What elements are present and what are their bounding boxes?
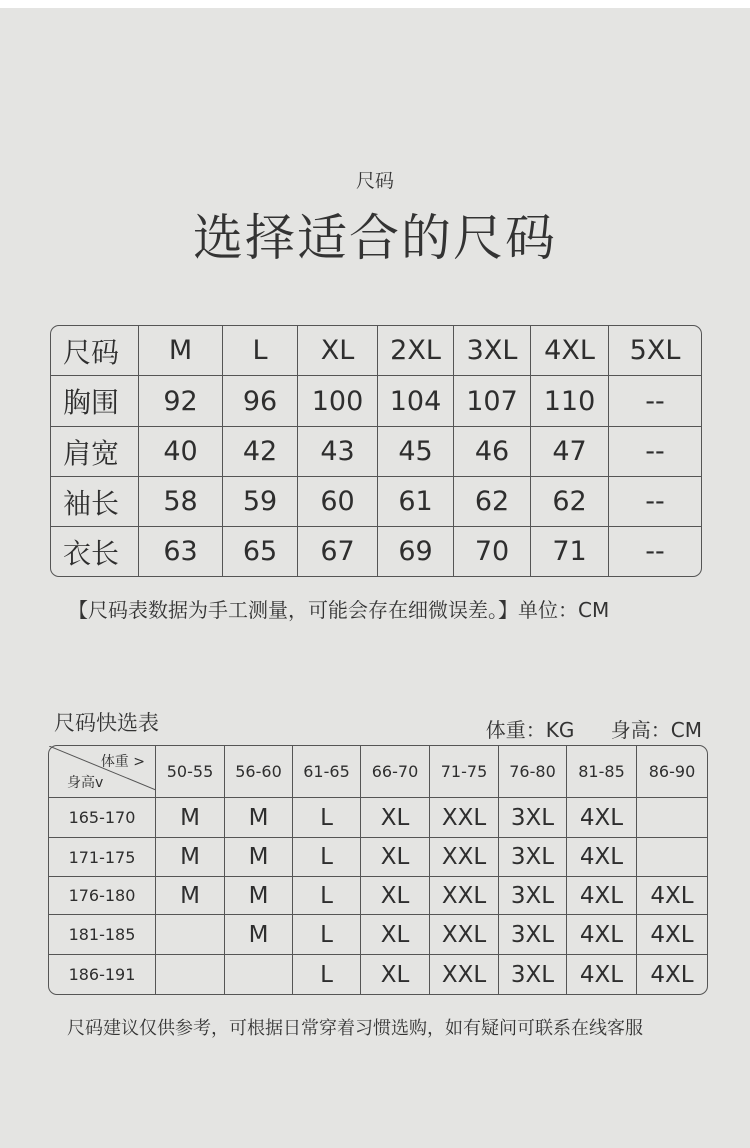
height-row	[49, 877, 707, 915]
measurement-row	[51, 527, 701, 576]
corner-cell	[49, 746, 156, 798]
size-cell: 4XL	[567, 955, 637, 994]
height-label: 181-185	[49, 915, 156, 955]
page-title: 选择适合的尺码	[193, 209, 557, 267]
measurement-cell: 110	[531, 376, 609, 427]
measurement-cell: 107	[454, 376, 531, 427]
size-header-cell: 2XL	[378, 326, 454, 376]
measurement-label: 肩宽	[51, 427, 139, 477]
height-row	[49, 838, 707, 877]
weight-header-cell: 56-60	[225, 746, 293, 798]
height-row	[49, 915, 707, 955]
measurement-label: 袖长	[51, 477, 139, 527]
measurement-cell: 43	[298, 427, 378, 477]
height-row	[49, 955, 707, 994]
size-cell: 4XL	[637, 877, 707, 915]
measurement-cell: 42	[223, 427, 298, 477]
height-label: 171-175	[49, 838, 156, 877]
size-cell: M	[225, 915, 293, 955]
measurement-cell: 46	[454, 427, 531, 477]
weight-unit-label: 体重：KG	[485, 718, 575, 742]
size-cell: 3XL	[499, 838, 567, 877]
weight-header-cell: 76-80	[499, 746, 567, 798]
size-cell: M	[225, 838, 293, 877]
size-header-cell: XL	[298, 326, 378, 376]
measurement-cell: 47	[531, 427, 609, 477]
size-cell: M	[225, 798, 293, 838]
size-header-row	[51, 326, 701, 376]
measurement-row	[51, 427, 701, 477]
size-cell: XXL	[430, 798, 499, 838]
size-header-cell: L	[223, 326, 298, 376]
size-cell: XXL	[430, 838, 499, 877]
size-cell	[225, 955, 293, 994]
measurement-cell: --	[609, 427, 701, 477]
corner-weight-label: 体重 >	[100, 754, 145, 770]
height-label: 186-191	[49, 955, 156, 994]
size-header-cell: 3XL	[454, 326, 531, 376]
size-cell: XL	[361, 798, 430, 838]
size-cell: 4XL	[567, 877, 637, 915]
size-cell: M	[156, 838, 225, 877]
size-cell: 3XL	[499, 877, 567, 915]
measurement-cell: 62	[531, 477, 609, 527]
measurement-cell: 61	[378, 477, 454, 527]
weight-header-cell: 81-85	[567, 746, 637, 798]
top-band	[0, 0, 750, 8]
height-label: 165-170	[49, 798, 156, 838]
unit-legend	[456, 714, 702, 743]
measurement-cell: 62	[454, 477, 531, 527]
size-cell	[637, 798, 707, 838]
weight-header-cell: 50-55	[156, 746, 225, 798]
measurement-row	[51, 477, 701, 527]
measurement-cell: 63	[139, 527, 223, 576]
size-cell: L	[293, 798, 361, 838]
measurement-cell: 59	[223, 477, 298, 527]
weight-header-cell: 61-65	[293, 746, 361, 798]
measurement-cell: --	[609, 477, 701, 527]
weight-header-cell: 66-70	[361, 746, 430, 798]
weight-header-cell: 86-90	[637, 746, 707, 798]
size-cell: XL	[361, 955, 430, 994]
weight-header-row	[49, 746, 707, 798]
size-cell	[637, 838, 707, 877]
size-chart-table	[50, 325, 702, 577]
size-cell: L	[293, 838, 361, 877]
quick-size-table	[48, 745, 708, 995]
size-cell	[156, 955, 225, 994]
measurement-cell: 67	[298, 527, 378, 576]
size-cell: XL	[361, 915, 430, 955]
measurement-cell: 100	[298, 376, 378, 427]
measurement-label: 衣长	[51, 527, 139, 576]
measurement-cell: 104	[378, 376, 454, 427]
measurement-label: 胸围	[51, 376, 139, 427]
page-subtitle: 尺码	[355, 170, 394, 192]
height-label: 176-180	[49, 877, 156, 915]
size-cell: M	[156, 877, 225, 915]
size-cell: L	[293, 955, 361, 994]
size-cell: L	[293, 915, 361, 955]
measurement-cell: 71	[531, 527, 609, 576]
size-header-cell: 4XL	[531, 326, 609, 376]
corner-height-label: 身高v	[67, 775, 104, 791]
size-cell	[156, 915, 225, 955]
footer-note: 尺码建议仅供参考，可根据日常穿着习惯选购，如有疑问可联系在线客服	[67, 1018, 643, 1039]
size-header-label: 尺码	[51, 326, 139, 376]
size-cell: XXL	[430, 955, 499, 994]
measurement-cell: 58	[139, 477, 223, 527]
size-cell: XL	[361, 838, 430, 877]
measurement-cell: --	[609, 376, 701, 427]
size-cell: XXL	[430, 877, 499, 915]
measurement-cell: 70	[454, 527, 531, 576]
measurement-cell: 92	[139, 376, 223, 427]
size-cell: XL	[361, 877, 430, 915]
measurement-cell: 96	[223, 376, 298, 427]
measurement-note: 【尺码表数据为手工测量，可能会存在细微误差。】单位：CM	[68, 598, 610, 622]
size-cell: 3XL	[499, 955, 567, 994]
size-cell: M	[156, 798, 225, 838]
size-cell: 4XL	[637, 915, 707, 955]
size-cell: 4XL	[567, 838, 637, 877]
size-cell: 3XL	[499, 915, 567, 955]
size-cell: XXL	[430, 915, 499, 955]
size-cell: 4XL	[650, 961, 694, 988]
height-row	[49, 798, 707, 838]
measurement-row	[51, 376, 701, 427]
height-unit-label: 身高：CM	[610, 718, 702, 742]
size-cell: 3XL	[499, 798, 567, 838]
measurement-cell: 69	[378, 527, 454, 576]
size-cell: L	[293, 877, 361, 915]
weight-header-cell: 71-75	[430, 746, 499, 798]
measurement-cell: --	[645, 536, 665, 567]
size-header-cell: M	[139, 326, 223, 376]
measurement-cell: 45	[378, 427, 454, 477]
measurement-cell: 65	[223, 527, 298, 576]
measurement-cell: 40	[139, 427, 223, 477]
quick-table-title: 尺码快选表	[54, 711, 159, 735]
size-header-cell: 5XL	[609, 326, 701, 376]
size-cell: 4XL	[567, 915, 637, 955]
size-cell: M	[225, 877, 293, 915]
measurement-cell: 60	[298, 477, 378, 527]
size-cell: 4XL	[567, 798, 637, 838]
